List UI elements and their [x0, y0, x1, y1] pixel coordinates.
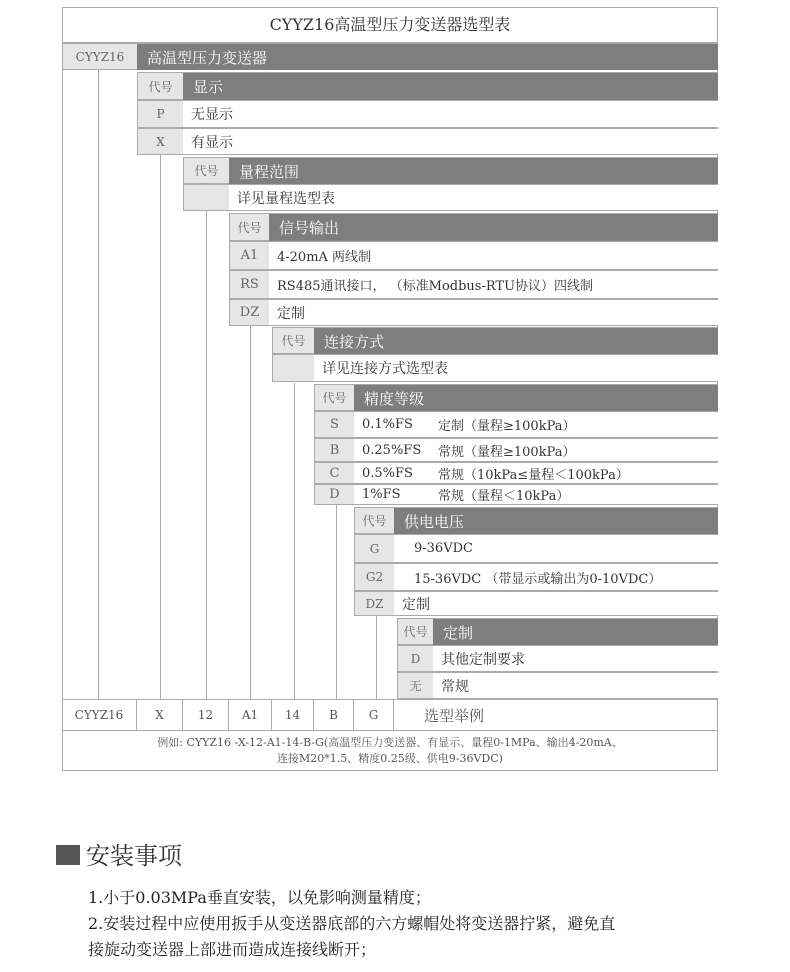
- custom-header: 定制: [433, 618, 718, 645]
- power-option-g: 9-36VDC: [394, 534, 718, 563]
- accuracy-code-c: C: [314, 462, 354, 484]
- range-header: 量程范围: [229, 157, 718, 184]
- connector-line: [336, 505, 337, 699]
- installation-item-2-line-2: 接旋动变送器上部进而造成连接线断开；: [88, 940, 377, 959]
- accuracy-option-d: [354, 484, 718, 505]
- example-line: 例如: CYYZ16 -X-12-A1-14-B-G(高温型压力变送器、有显示、量程0-1MPa、输出4-20mA、: [157, 736, 623, 749]
- accuracy-spec: 0.25%FS: [362, 442, 422, 458]
- example-description: [62, 731, 718, 771]
- code-label: 代号: [183, 157, 229, 184]
- power-code-g: G: [354, 534, 394, 563]
- display-option-none: 无显示: [183, 100, 718, 128]
- connector-line: [294, 383, 295, 699]
- power-option-dz: 定制: [394, 591, 718, 616]
- custom-option-d: 其他定制要求: [433, 645, 718, 672]
- example-cell: 14: [272, 699, 314, 731]
- connection-header: 连接方式: [314, 327, 718, 354]
- custom-option-none: 常规: [433, 672, 718, 699]
- connection-note: 详见连接方式选型表: [314, 354, 718, 382]
- accuracy-text: 常规（量程≥100kPa）: [438, 444, 576, 460]
- example-cell: CYYZ16: [62, 699, 137, 731]
- connector-line: [98, 70, 99, 699]
- accuracy-text: 常规（量程＜10kPa）: [438, 489, 570, 504]
- display-option-yes: 有显示: [183, 128, 718, 155]
- signal-option-rs: RS485通讯接口， （标准Modbus-RTU协议）四线制: [269, 270, 718, 299]
- installation-title: 安装事项: [86, 842, 182, 870]
- display-code-x: X: [137, 128, 183, 155]
- accuracy-option-b: [354, 438, 718, 462]
- display-code-p: P: [137, 100, 183, 128]
- accuracy-header: 精度等级: [354, 384, 718, 411]
- example-cell: B: [314, 699, 354, 731]
- code-label: 代号: [137, 72, 183, 100]
- code-label: 代号: [314, 384, 354, 411]
- accuracy-text: 常规（10kPa≤量程＜100kPa）: [438, 467, 629, 483]
- accuracy-code-b: B: [314, 438, 354, 462]
- example-cell: X: [137, 699, 183, 731]
- signal-code-dz: DZ: [229, 299, 269, 326]
- custom-code-none: 无: [397, 672, 433, 699]
- installation-item-1: 1.小于0.03MPa垂直安装，以免影响测量精度；: [88, 888, 431, 907]
- installation-item-2-line-1: 2.安装过程中应使用扳手从变送器底部的六方螺帽处将变送器拧紧，避免直: [88, 914, 616, 933]
- signal-code-a1: A1: [229, 241, 269, 270]
- table-title: CYYZ16高温型压力变送器选型表: [62, 7, 718, 43]
- example-cell: G: [354, 699, 394, 731]
- range-note: 详见量程选型表: [229, 184, 718, 211]
- signal-header: 信号输出: [269, 213, 718, 241]
- code-label: 代号: [397, 618, 433, 645]
- section-square-icon: [56, 845, 80, 865]
- accuracy-spec: 1%FS: [362, 487, 401, 502]
- model-code: CYYZ16: [62, 43, 137, 70]
- accuracy-code-d: D: [314, 484, 354, 505]
- accuracy-option-s: [354, 411, 718, 438]
- accuracy-code-s: S: [314, 411, 354, 438]
- power-header: 供电电压: [394, 507, 718, 534]
- accuracy-spec: 0.1%FS: [362, 417, 413, 432]
- power-code-g2: G2: [354, 563, 394, 591]
- connector-line: [250, 326, 251, 699]
- example-label: 选型举例: [394, 699, 718, 731]
- example-line: 连接M20*1.5、精度0.25级、供电9-36VDC): [277, 752, 503, 765]
- accuracy-spec: 0.5%FS: [362, 465, 413, 481]
- connector-line: [376, 616, 377, 699]
- connection-code-empty: [272, 354, 314, 382]
- example-cell: A1: [229, 699, 272, 731]
- custom-code-d: D: [397, 645, 433, 672]
- accuracy-option-c: [354, 462, 718, 484]
- signal-option-a1: 4-20mA 两线制: [269, 241, 718, 270]
- connector-line: [160, 155, 161, 699]
- code-label: 代号: [354, 507, 394, 534]
- signal-option-dz: 定制: [269, 299, 718, 326]
- signal-code-rs: RS: [229, 270, 269, 299]
- display-header: 显示: [183, 72, 718, 100]
- power-code-dz: DZ: [354, 591, 394, 616]
- code-label: 代号: [229, 213, 269, 241]
- range-code-empty: [183, 184, 229, 211]
- example-cell: 12: [183, 699, 229, 731]
- connector-line: [206, 211, 207, 699]
- model-name: 高温型压力变送器: [137, 43, 718, 70]
- code-label: 代号: [272, 327, 314, 354]
- power-option-g2: 15-36VDC （带显示或输出为0-10VDC）: [394, 563, 718, 591]
- accuracy-text: 定制（量程≥100kPa）: [438, 419, 576, 434]
